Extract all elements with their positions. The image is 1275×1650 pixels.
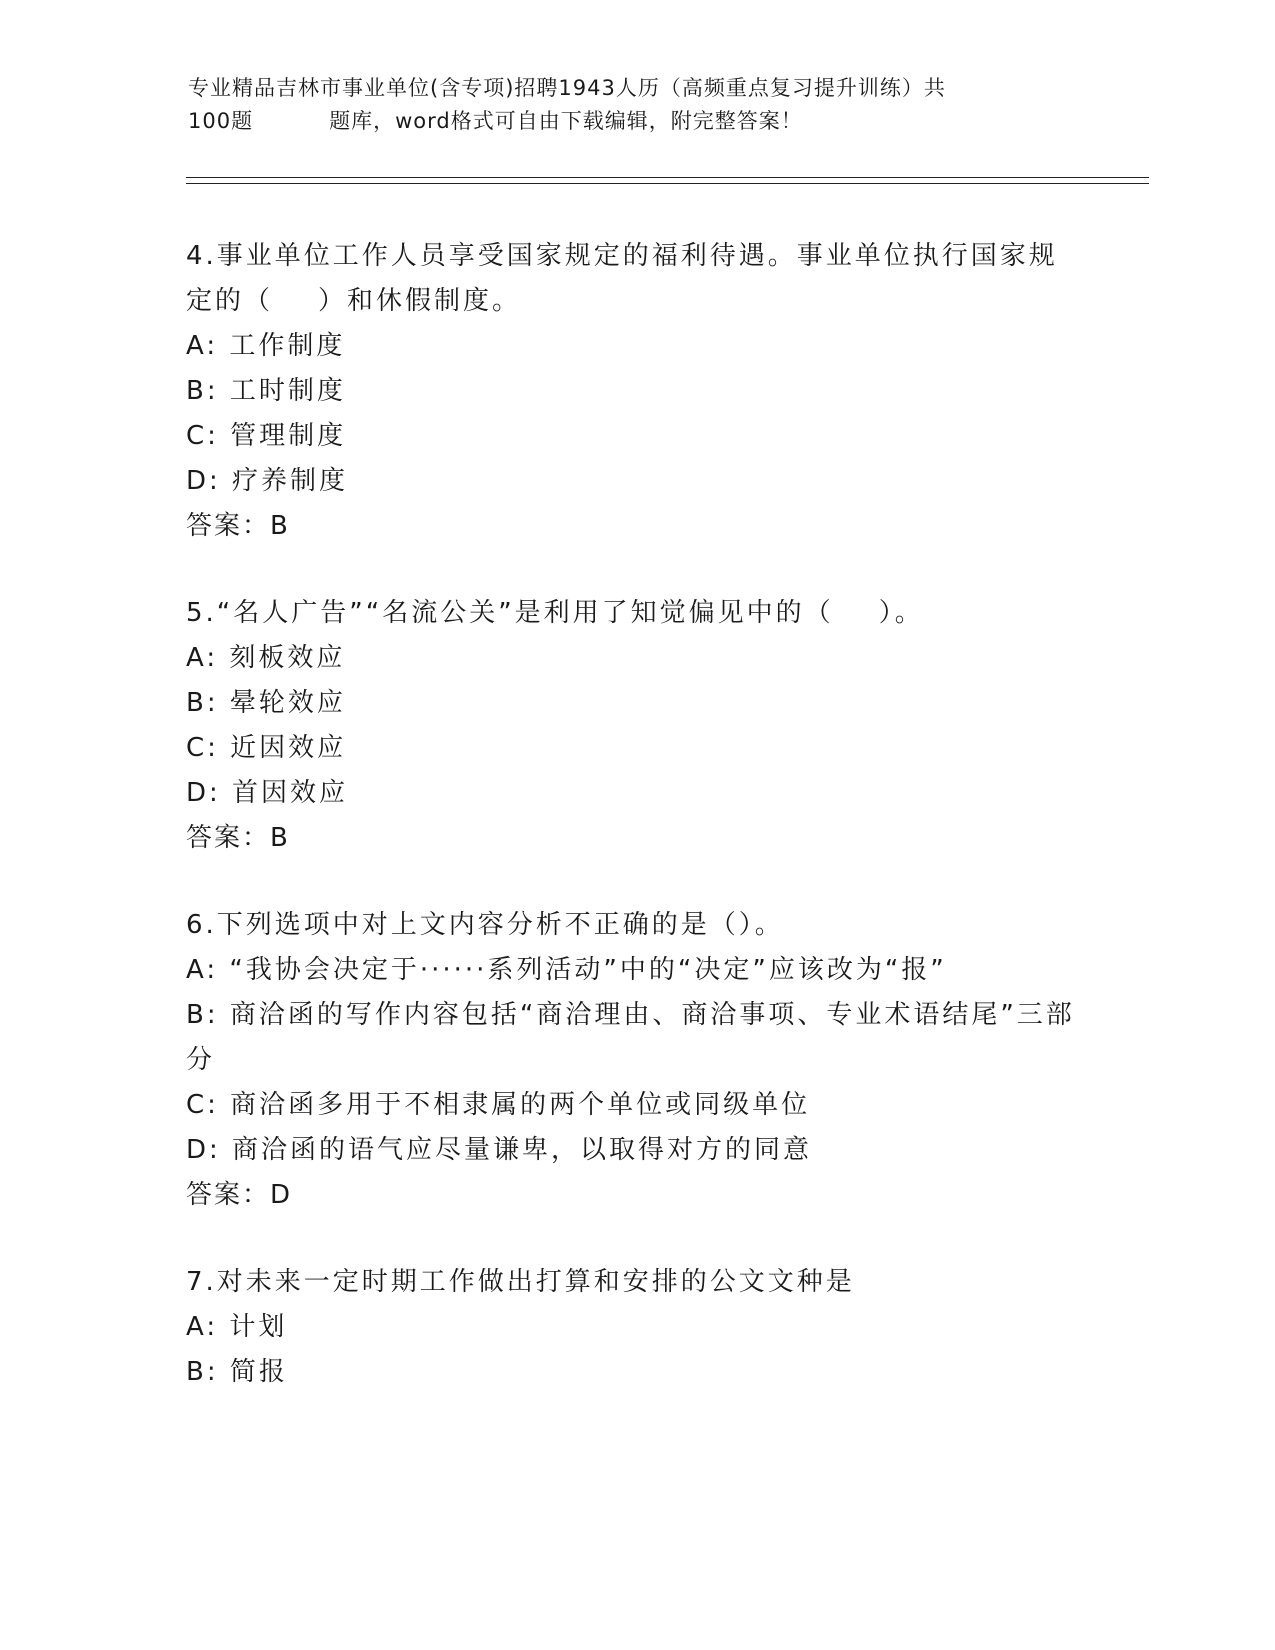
header-divider-bottom [186, 183, 1149, 184]
document-header [188, 72, 1088, 138]
question-4-option-c: C: 管理制度 [186, 421, 347, 451]
header-title-line-1: 专业精品吉林市事业单位(含专项)招聘1943人历（高频重点复习提升训练）共 [188, 76, 946, 100]
question-4-answer: 答案：B [186, 511, 290, 541]
question-7 [186, 1260, 1086, 1395]
question-5 [186, 591, 1086, 861]
question-7-option-a: A: 计划 [186, 1312, 288, 1342]
question-4-stem-line-2: 定的（ ）和休假制度。 [186, 286, 522, 316]
question-5-stem: 5.“名人广告”“名流公关”是利用了知觉偏见中的（ ）。 [186, 598, 924, 628]
question-6-option-b: B: 商洽函的写作内容包括“商洽理由、商洽事项、专业术语结尾”三部分 [186, 1000, 1075, 1075]
header-title-line-2 [188, 105, 1088, 138]
question-5-answer: 答案：B [186, 823, 290, 853]
question-6-stem: 6.下列选项中对上文内容分析不正确的是（）。 [186, 910, 784, 940]
question-6-option-d: D: 商洽函的语气应尽量谦卑，以取得对方的同意 [186, 1135, 813, 1165]
question-6-answer: 答案：D [186, 1180, 293, 1210]
question-5-option-a: A: 刻板效应 [186, 643, 346, 673]
question-4-option-a: A: 工作制度 [186, 331, 346, 361]
question-5-option-b: B: 晕轮效应 [186, 688, 346, 718]
question-6-option-c: C: 商洽函多用于不相隶属的两个单位或同级单位 [186, 1090, 811, 1120]
header-description: 题库，word格式可自由下载编辑，附完整答案！ [329, 109, 803, 133]
question-4-option-b: B: 工时制度 [186, 376, 346, 406]
header-divider-top [186, 177, 1149, 178]
question-4-option-d: D: 疗养制度 [186, 466, 349, 496]
question-6-option-a: A: “我协会决定于······系列活动”中的“决定”应该改为“报” [186, 955, 947, 985]
question-6 [186, 903, 1086, 1218]
question-list [186, 234, 1086, 1437]
question-7-option-b: B: 简报 [186, 1357, 288, 1387]
question-5-option-c: C: 近因效应 [186, 733, 347, 763]
question-4 [186, 234, 1086, 549]
question-7-stem: 7.对未来一定时期工作做出打算和安排的公文文种是 [186, 1267, 855, 1297]
header-count: 100题 [188, 109, 254, 133]
question-5-option-d: D: 首因效应 [186, 778, 349, 808]
question-4-stem-line-1: 4.事业单位工作人员享受国家规定的福利待遇。事业单位执行国家规 [186, 241, 1058, 271]
